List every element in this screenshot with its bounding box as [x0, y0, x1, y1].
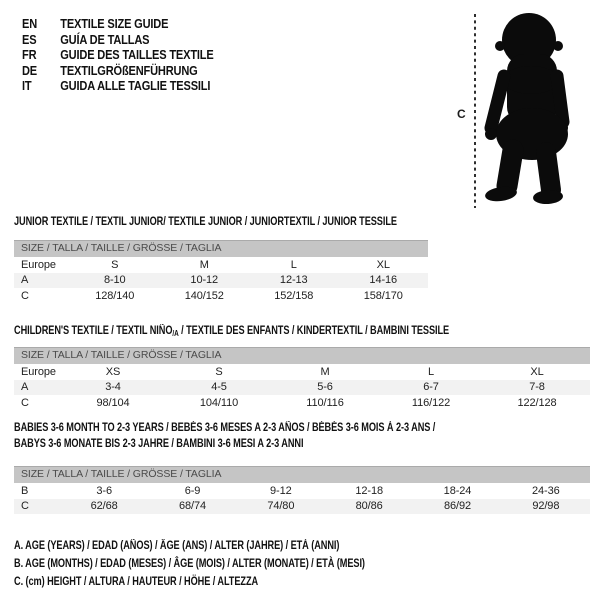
value-cell: 152/158	[274, 289, 314, 302]
language-label: GUÍA DE TALLAS	[60, 31, 150, 47]
children-size-table	[14, 364, 590, 411]
value-cell: 92/98	[532, 500, 560, 513]
measure-label-c: C	[457, 107, 466, 121]
value-cell: 3-4	[105, 381, 121, 394]
junior-size-table	[14, 257, 428, 304]
language-code: ES	[22, 31, 37, 47]
babies-title-line1: BABIES 3-6 MONTH TO 2-3 YEARS / BEBÉS 3-6 MESES A 2-3 AÑOS / BÉBÉS 3-6 MOIS À 2-3 ANS /	[14, 422, 436, 434]
size-cell: M	[199, 258, 209, 271]
table-row	[14, 288, 428, 304]
row-label: Europe	[21, 258, 56, 271]
junior-size-header-bar: SIZE / TALLA / TAILLE / GRÖSSE / TAGLIA	[14, 240, 428, 257]
value-cell: 14-16	[369, 274, 398, 287]
value-cell: 10-12	[190, 274, 219, 287]
language-label: GUIDE DES TAILLES TEXTILE	[60, 47, 214, 62]
size-cell: S	[111, 258, 119, 271]
value-cell: 74/80	[267, 500, 295, 513]
value-cell: 5-6	[317, 381, 333, 394]
size-cell: M	[320, 365, 330, 378]
row-label: Europe	[21, 365, 56, 378]
babies-size-header-bar: SIZE / TALLA / TAILLE / GRÖSSE / TAGLIA	[14, 466, 590, 483]
value-cell: 24-36	[532, 484, 560, 497]
value-cell: 12-18	[355, 484, 383, 497]
babies-title-line2: BABYS 3-6 MONATE BIS 2-3 JAHRE / BAMBINI 3-6 MESI A 2-3 ANNI	[14, 438, 304, 450]
language-code: IT	[22, 78, 32, 93]
value-cell: 110/116	[306, 396, 344, 409]
title-text: / TEXTILE DES ENFANTS / KINDERTEXTIL / BAMBINI TESSILE	[178, 325, 450, 337]
note-age-months: B. AGE (MONTHS) / EDAD (MESES) / ÂGE (MOIS) / ALTER (MONATE) / ETÀ (MESI)	[14, 558, 365, 570]
table-row	[14, 380, 590, 396]
table-row	[14, 499, 590, 515]
table-row	[14, 395, 590, 411]
value-cell: 98/104	[96, 396, 130, 409]
babies-table-title	[14, 420, 435, 452]
junior-table-title: JUNIOR TEXTILE / TEXTIL JUNIOR/ TEXTILE JUNIOR / JUNIORTEXTIL / JUNIOR TESSILE	[14, 216, 397, 228]
size-cell: S	[215, 365, 223, 378]
row-label: A	[21, 381, 29, 394]
baby-height-figure	[455, 6, 585, 216]
value-cell: 6-9	[184, 484, 201, 497]
table-row	[14, 364, 590, 380]
legend-notes	[14, 537, 365, 591]
value-cell: 140/152	[184, 289, 224, 302]
language-row-it	[22, 78, 214, 94]
row-label: C	[21, 396, 29, 409]
value-cell: 116/122	[411, 396, 451, 409]
value-cell: 18-24	[443, 484, 472, 497]
baby-silhouette-icon	[484, 13, 568, 205]
language-label: GUIDA ALLE TAGLIE TESSILI	[60, 78, 211, 93]
language-code: DE	[22, 62, 38, 78]
value-cell: 12-13	[279, 274, 308, 287]
size-cell: L	[427, 365, 435, 378]
value-cell: 122/128	[517, 396, 557, 409]
row-label: C	[21, 500, 29, 513]
note-height-cm: C. (cm) HEIGHT / ALTURA / HAUTEUR / HÖHE / ALTEZZA	[14, 576, 259, 588]
table-row	[14, 273, 428, 289]
babies-size-table	[14, 483, 590, 514]
value-cell: 6-7	[423, 381, 439, 394]
value-cell: 8-10	[103, 274, 126, 287]
language-row-en	[22, 16, 214, 32]
row-label: C	[21, 289, 29, 302]
value-cell: 68/74	[178, 500, 206, 513]
value-cell: 128/140	[95, 289, 135, 302]
title-subscript: /A	[172, 329, 179, 338]
language-row-es	[22, 32, 214, 48]
row-label: A	[21, 274, 29, 287]
note-age-years: A. AGE (YEARS) / EDAD (AÑOS) / ÂGE (ANS) / ALTER (JAHRE) / ETÀ (ANNI)	[14, 540, 340, 552]
size-cell: XL	[530, 365, 544, 378]
value-cell: 104/110	[199, 396, 239, 409]
value-cell: 7-8	[529, 381, 545, 394]
language-code: EN	[22, 16, 38, 31]
language-row-fr	[22, 47, 214, 63]
title-text: CHILDREN'S TEXTILE / TEXTIL NIÑO	[14, 325, 173, 337]
value-cell: 3-6	[96, 484, 112, 497]
value-cell: 4-5	[211, 381, 227, 394]
language-list	[22, 16, 247, 94]
children-size-header-bar: SIZE / TALLA / TAILLE / GRÖSSE / TAGLIA	[14, 347, 590, 364]
language-row-de	[22, 63, 214, 79]
language-code: FR	[22, 47, 37, 62]
value-cell: 86/92	[443, 500, 471, 513]
value-cell: 80/86	[355, 500, 383, 513]
value-cell: 9-12	[270, 484, 292, 497]
children-table-title	[14, 323, 449, 342]
value-cell: 158/170	[363, 289, 403, 302]
table-row	[14, 483, 590, 499]
language-label: TEXTILGRÖßENFÜHRUNG	[60, 62, 198, 78]
size-cell: XS	[105, 365, 121, 378]
size-cell: XL	[376, 258, 390, 271]
row-label: B	[21, 484, 29, 497]
size-cell: L	[290, 258, 297, 271]
language-label: TEXTILE SIZE GUIDE	[60, 16, 169, 31]
table-row	[14, 257, 428, 273]
value-cell: 62/68	[90, 500, 118, 513]
